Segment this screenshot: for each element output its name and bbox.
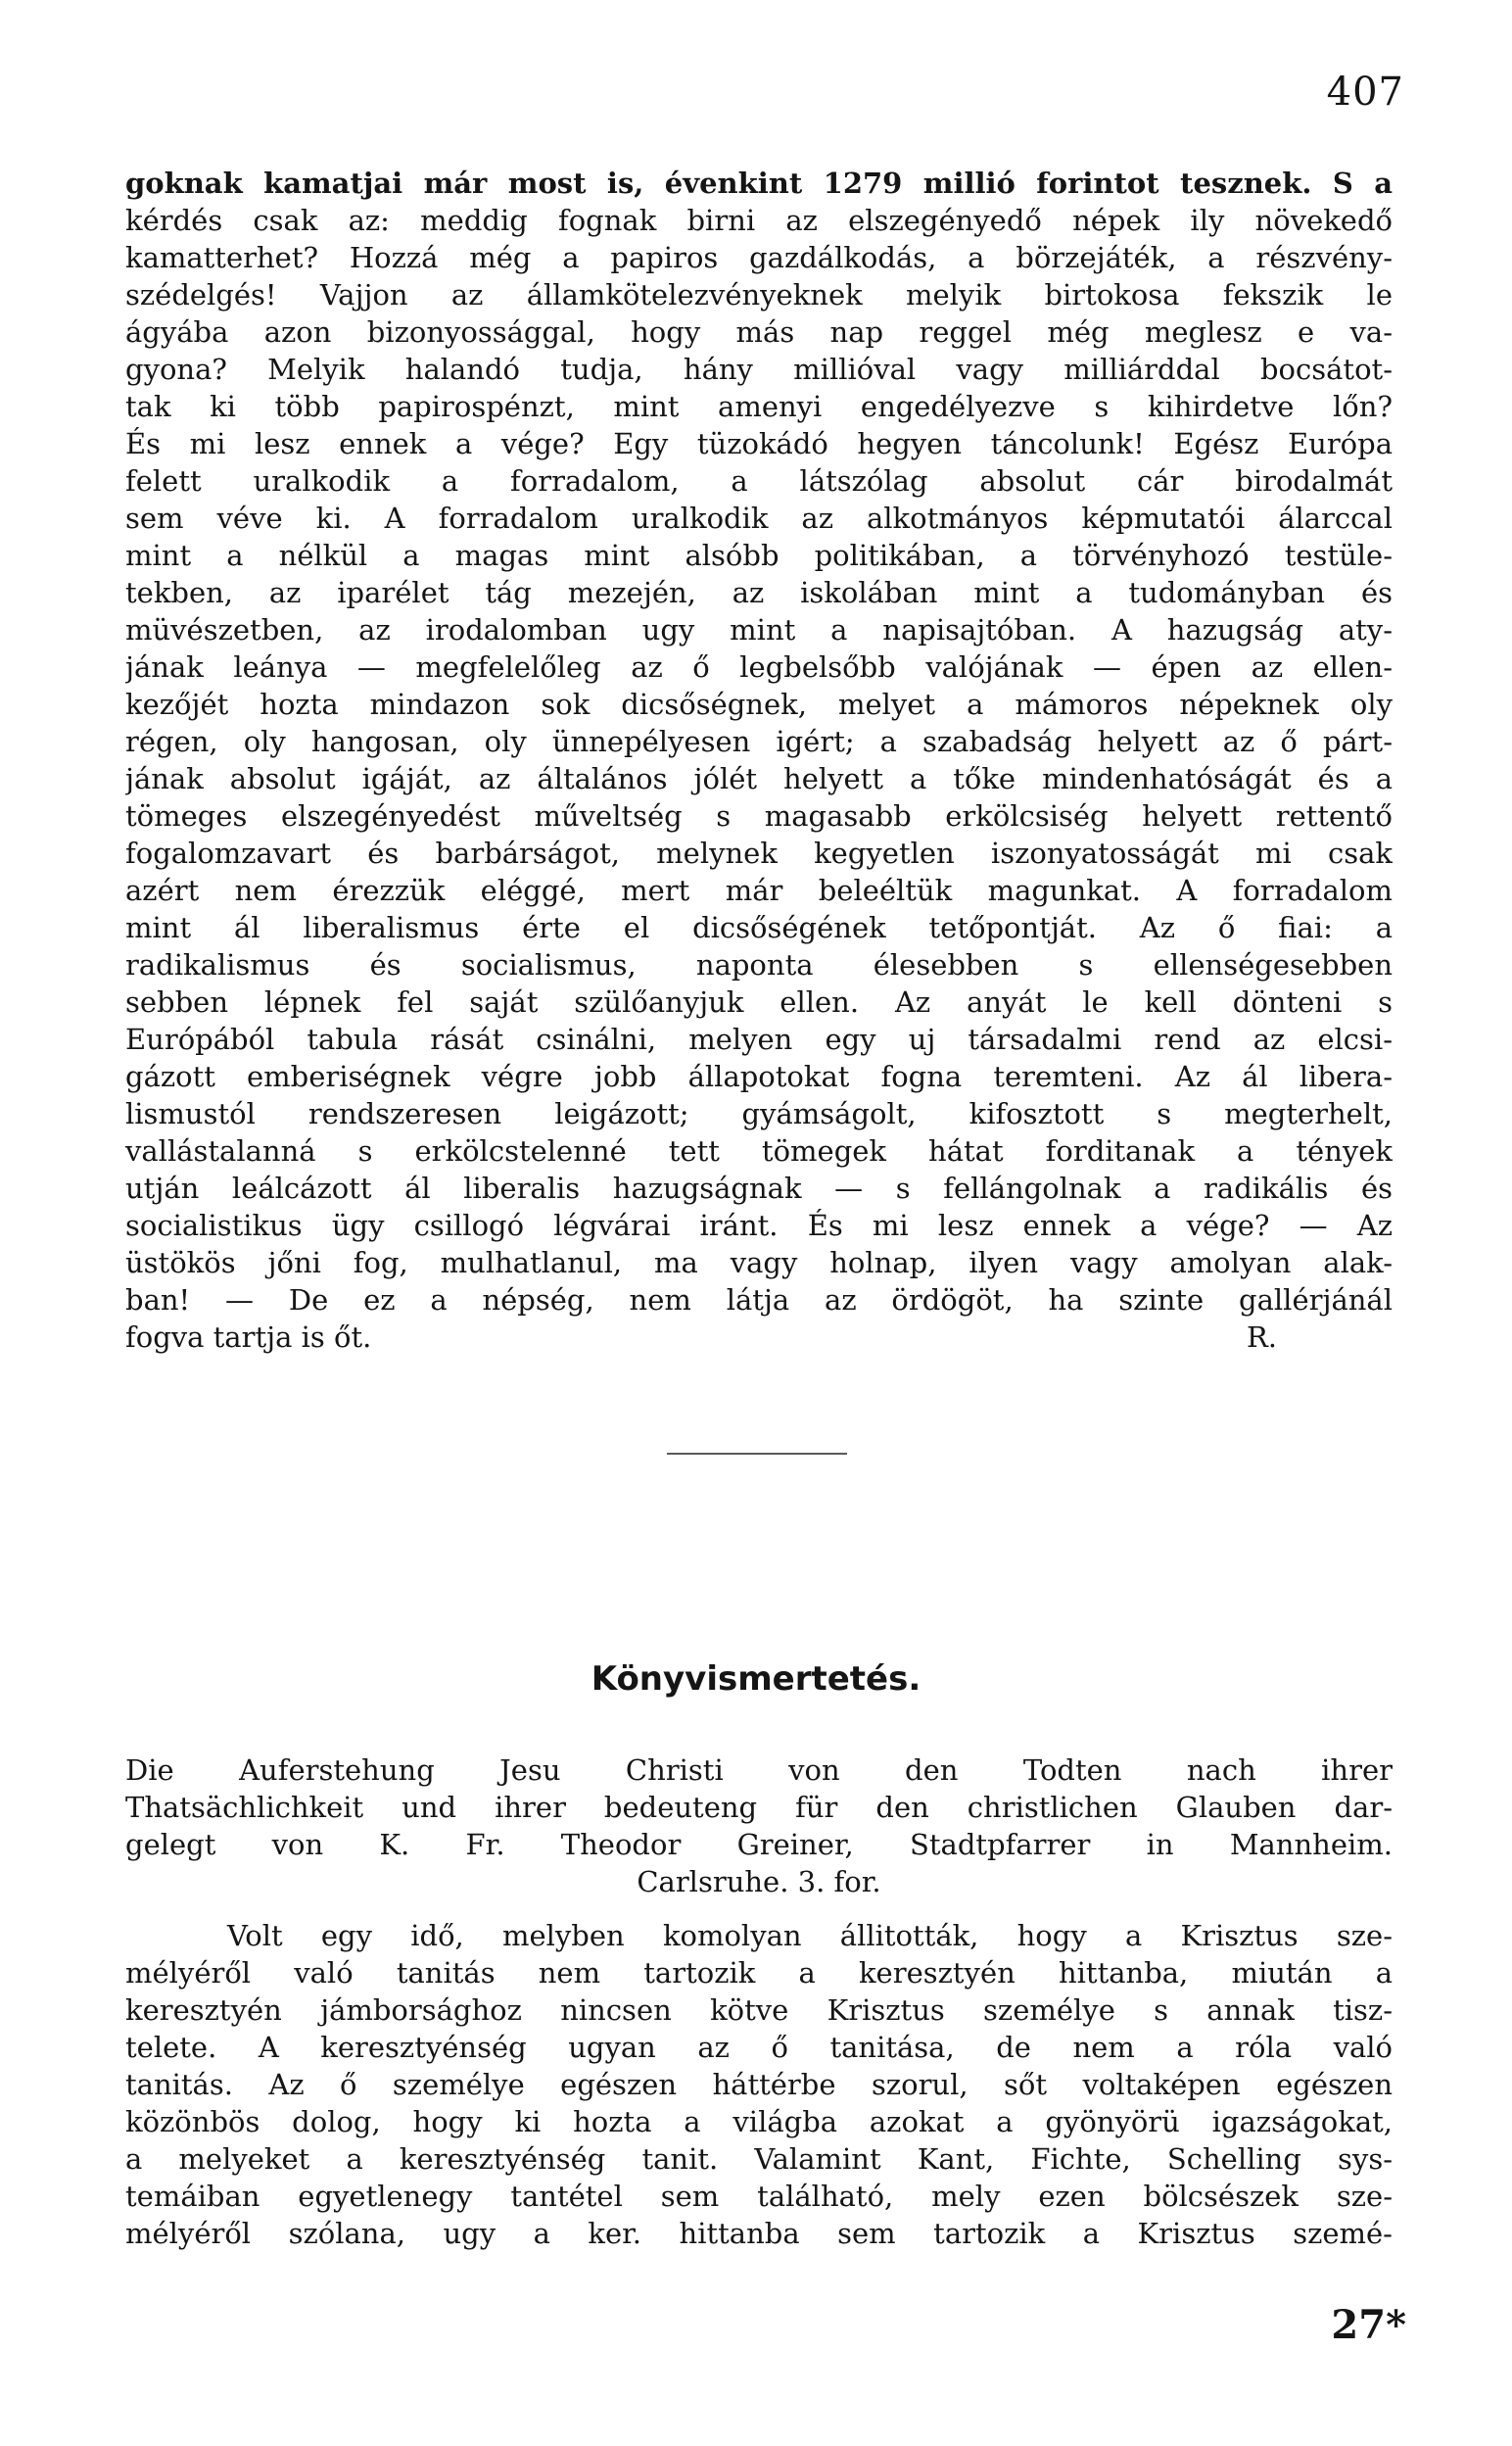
article-line: üstökös jőni fog, mulhatlanul, ma vagy holnap, ilyen vagy amolyan alak-: [125, 1246, 1393, 1279]
article-line: ban! — De ez a népség, nem látja az ördögöt, ha szinte gallérjánál: [125, 1283, 1393, 1317]
article-line: tömeges elszegényedést műveltség s magasabb erkölcsiség helyett rettentő: [125, 799, 1393, 833]
book-title-line: Thatsächlichkeit und ihrer bedeuteng für den christlichen Glauben dar-: [125, 1791, 1393, 1824]
review-line: telete. A keresztyénség ugyan az ő tanitása, de nem a róla való: [125, 2031, 1393, 2064]
article-line: lismustól rendszeresen leigázott; gyámságolt, kifosztott s megterhelt,: [125, 1097, 1393, 1130]
article-line: kérdés csak az: meddig fognak birni az elszegényedő népek ily növekedő: [125, 204, 1393, 237]
article-line: goknak kamatjai már most is, évenkint 1279 millió forintot tesznek. S a: [125, 167, 1393, 200]
article-line: gyona? Melyik halandó tudja, hány millióval vagy milliárddal bocsátot-: [125, 353, 1393, 386]
printer-signature-mark: 27*: [1331, 2302, 1406, 2348]
book-title: [125, 1751, 1393, 1900]
article-line: felett uralkodik a forradalom, a látszólag absolut cár birodalmát: [125, 464, 1393, 498]
article-line: utján leálcázott ál liberalis hazugságnak — s fellángolnak a radikális és: [125, 1172, 1393, 1205]
article-line: sem véve ki. A forradalom uralkodik az alkotmányos képmutatói álarccal: [125, 502, 1393, 535]
section-heading: Könyvismertetés.: [591, 1659, 921, 1699]
article-line: fogalomzavart és barbárságot, melynek kegyetlen iszonyatosságát mi csak: [125, 837, 1393, 870]
review-line: mélyéről szólana, ugy a ker. hittanba sem tartozik a Krisztus szemé-: [125, 2217, 1393, 2250]
article-line: kamatterhet? Hozzá még a papiros gazdálkodás, a börzejáték, a részvény-: [125, 241, 1393, 274]
article-line-final: fogva tartja is őt.: [125, 1320, 372, 1354]
article-final-line: [125, 1319, 1393, 1356]
article-line: jának leánya — megfelelőleg az ő legbelsőbb valójának — épen az ellen-: [125, 650, 1393, 684]
article-line: radikalismus és socialismus, naponta élesebben s ellenségesebben: [125, 948, 1393, 982]
article-body: [125, 165, 1393, 1356]
article-line: Európából tabula rását csinálni, melyen egy uj társadalmi rend az elcsi-: [125, 1023, 1393, 1056]
book-imprint: Carlsruhe. 3. for.: [637, 1865, 881, 1898]
article-line: jának absolut igáját, az általános jólét helyett a tőke mindenhatóságát és a: [125, 762, 1393, 795]
review-line: tanitás. Az ő személye egészen háttérbe szorul, sőt voltaképen egészen: [125, 2068, 1393, 2101]
review-line: Volt egy idő, melyben komolyan állitották, hogy a Krisztus sze-: [227, 1919, 1393, 1952]
book-title-line: Die Auferstehung Jesu Christi von den Todten nach ihrer: [125, 1753, 1393, 1787]
article-line: müvészetben, az irodalomban ugy mint a napisajtóban. A hazugság aty-: [125, 613, 1393, 647]
review-line: mélyéről való tanitás nem tartozik a keresztyén hittanba, miután a: [125, 1956, 1393, 1990]
book-title-line: gelegt von K. Fr. Theodor Greiner, Stadtpfarrer in Mannheim.: [125, 1828, 1393, 1861]
review-line: keresztyén jámborsághoz nincsen kötve Krisztus személye s annak tisz-: [125, 1993, 1393, 2027]
page-number: 407: [1326, 70, 1404, 115]
article-line: És mi lesz ennek a vége? Egy tüzokádó hegyen táncolunk! Egész Európa: [125, 427, 1393, 460]
review-line: a melyeket a keresztyénség tanit. Valamint Kant, Fichte, Schelling sys-: [125, 2142, 1393, 2176]
article-line: tekben, az iparélet tág mezején, az iskolában mint a tudományban és: [125, 576, 1393, 609]
article-line: azért nem érezzük eléggé, mert már beleéltük magunkat. A forradalom: [125, 874, 1393, 907]
article-line: régen, oly hangosan, oly ünnepélyesen igért; a szabadság helyett az ő párt-: [125, 725, 1393, 758]
article-line: tak ki több papirospénzt, mint amenyi engedélyezve s kihirdetve lőn?: [125, 390, 1393, 423]
article-line: kezőjét hozta mindazon sok dicsőségnek, melyet a mámoros népeknek oly: [125, 688, 1393, 721]
article-line: mint a nélkül a magas mint alsóbb politikában, a törvényhozó testüle-: [125, 539, 1393, 572]
article-line: mint ál liberalismus érte el dicsőségének tetőpontját. Az ő fiai: a: [125, 911, 1393, 944]
article-line: szédelgés! Vajjon az államkötelezvényeknek melyik birtokosa fekszik le: [125, 278, 1393, 312]
section-divider: [667, 1453, 847, 1455]
article-line: sebben lépnek fel saját szülőanyjuk ellen. Az anyát le kell dönteni s: [125, 985, 1393, 1019]
author-signature: R.: [1246, 1320, 1277, 1354]
article-line: socialistikus ügy csillogó légvárai iránt. És mi lesz ennek a vége? — Az: [125, 1209, 1393, 1242]
review-body: [125, 1917, 1393, 2252]
review-line: temáiban egyetlenegy tantétel sem található, mely ezen bölcsészek sze-: [125, 2180, 1393, 2213]
article-line: vallástalanná s erkölcstelenné tett tömegek hátat forditanak a tények: [125, 1134, 1393, 1168]
article-line: gázott emberiségnek végre jobb állapotokat fogna teremteni. Az ál libera-: [125, 1060, 1393, 1093]
review-line: közönbös dolog, hogy ki hozta a világba azokat a gyönyörü igazságokat,: [125, 2105, 1393, 2138]
article-line: ágyába azon bizonyossággal, hogy más nap reggel még meglesz e va-: [125, 315, 1393, 349]
